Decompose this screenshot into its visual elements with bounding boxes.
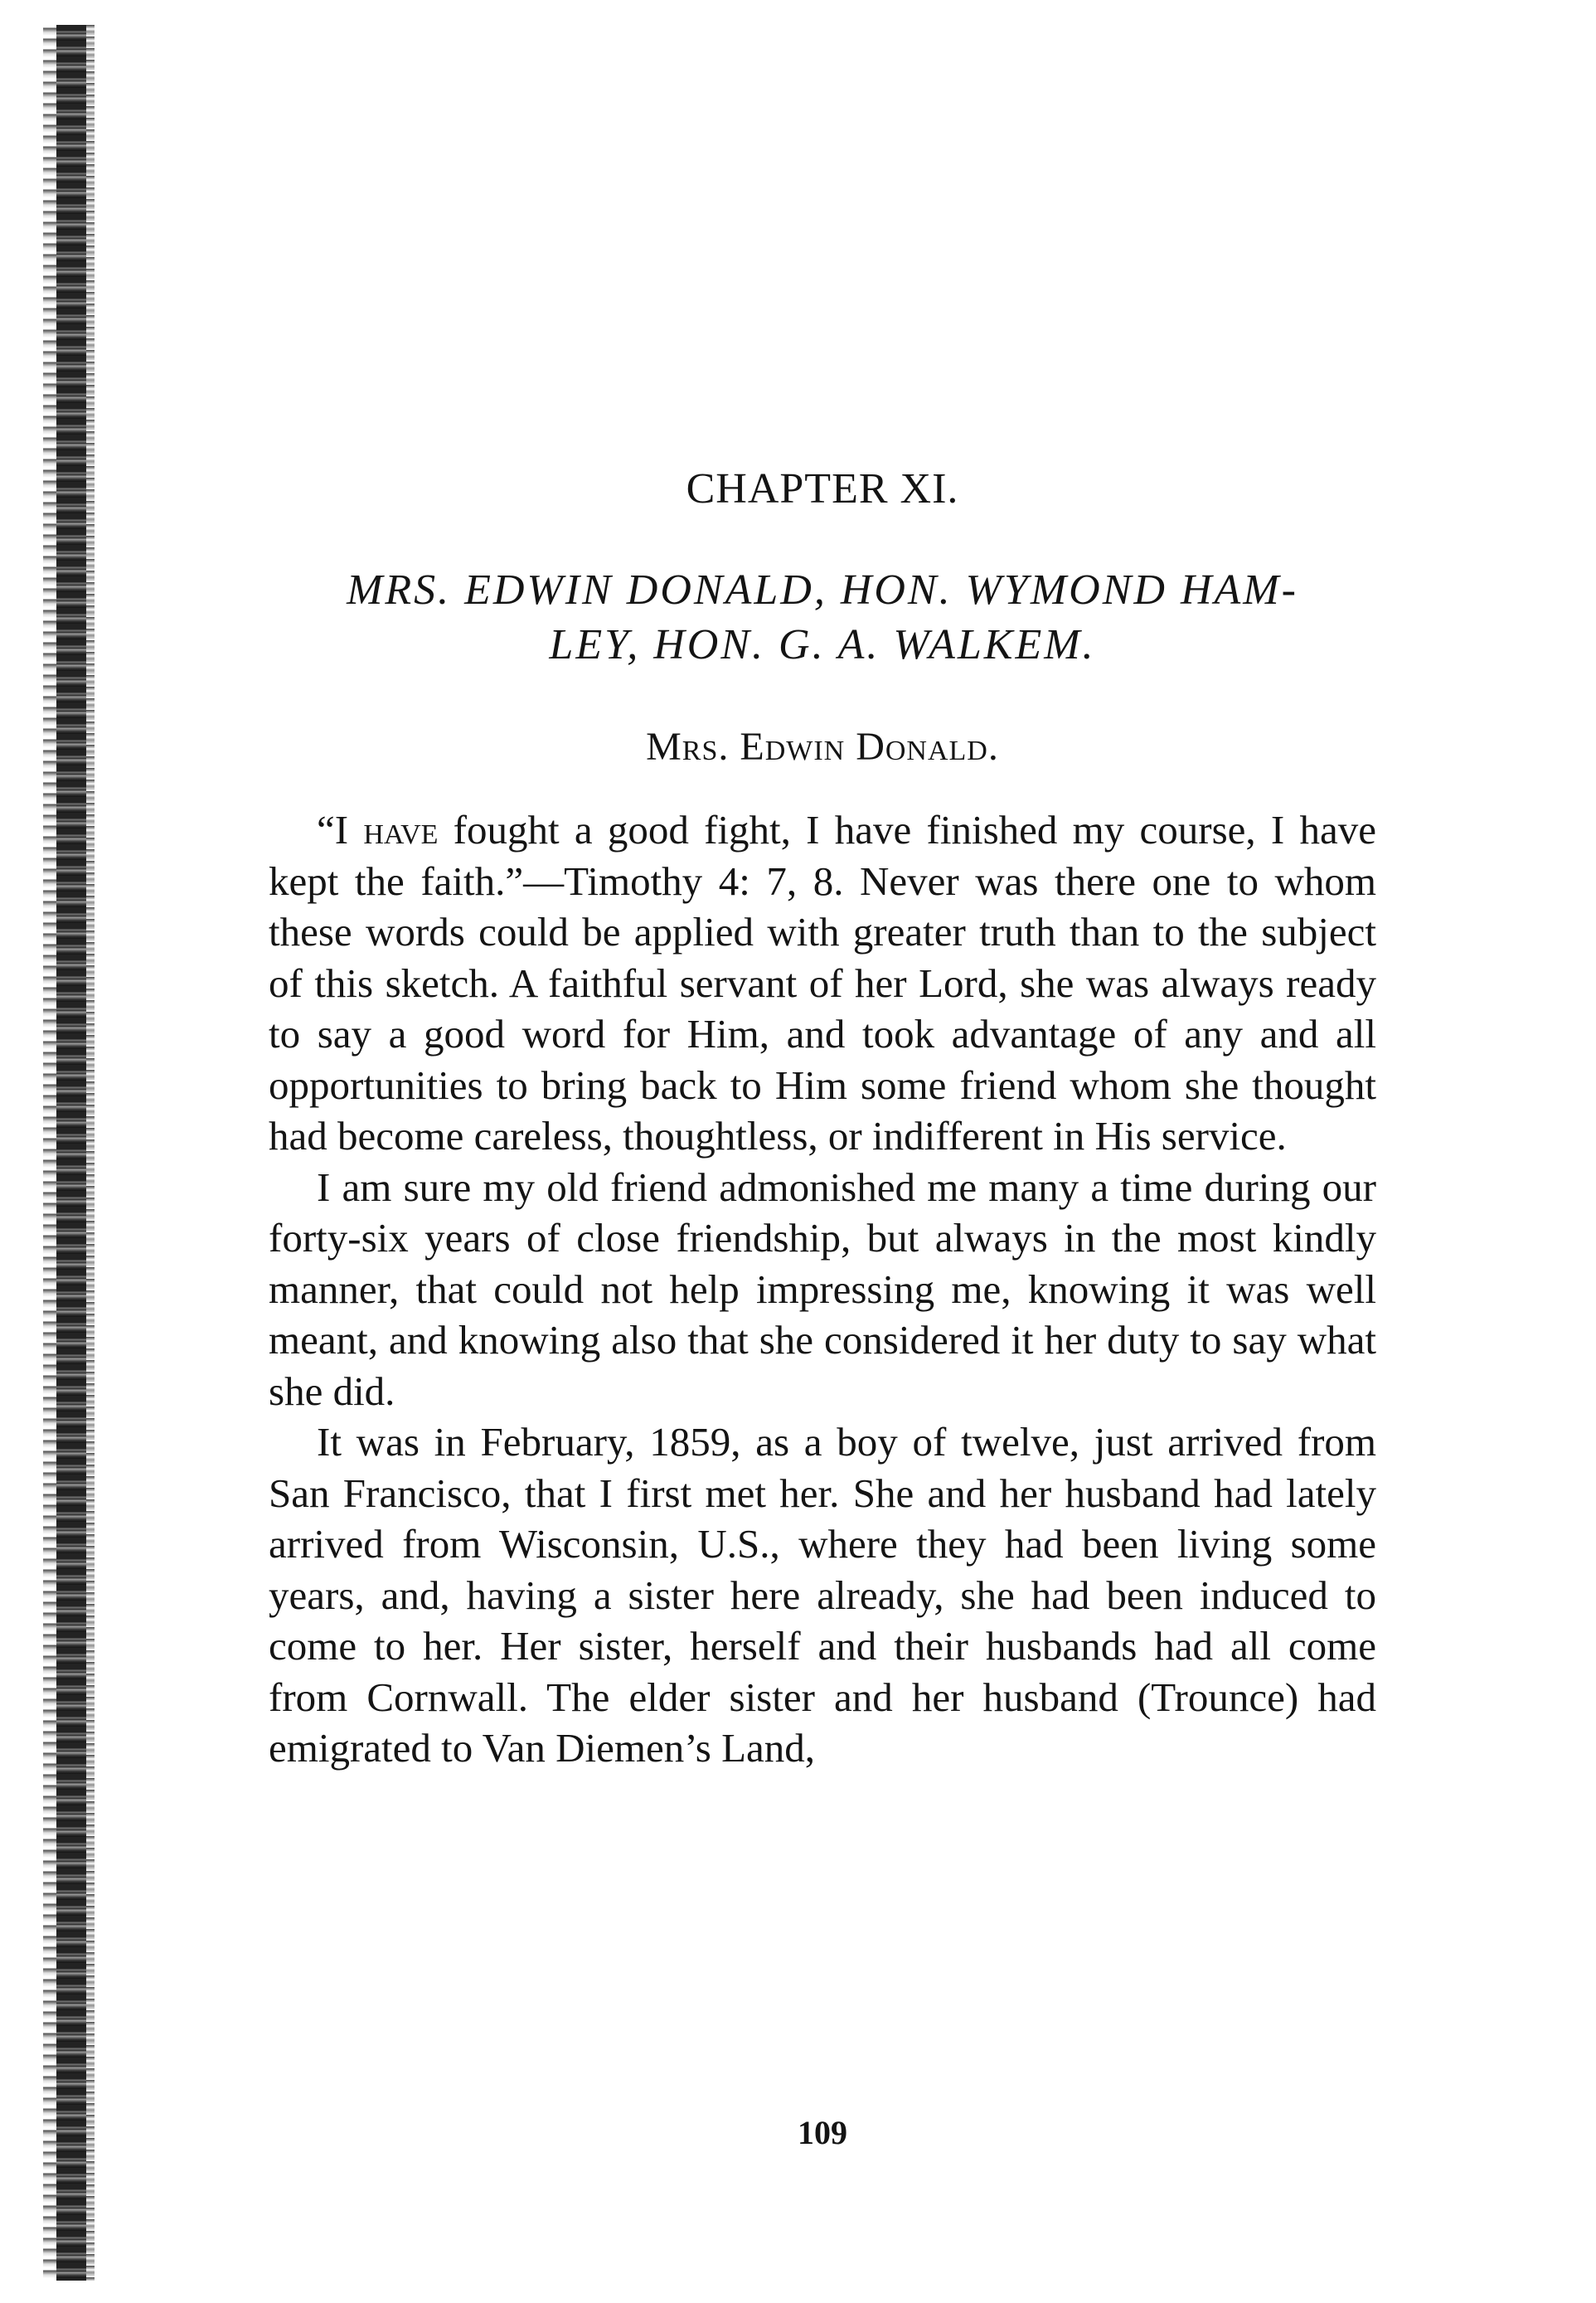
book-page (269, 464, 1376, 2151)
opening-smallcaps-word: have (363, 807, 439, 853)
chapter-title (269, 563, 1376, 673)
chapter-title-line-2: LEY, HON. G. A. WALKEM. (549, 621, 1096, 668)
chapter-number: CHAPTER XI. (686, 465, 959, 513)
section-heading: Mrs. Edwin Donald. (646, 725, 999, 769)
page-number: 109 (798, 2114, 847, 2151)
paragraph-3: It was in February, 1859, as a boy of twelve, just arrived from San Francisco, that I first met her. She and her husband had lately arrived from Wisconsin, U.S., where they had been living some years, and, having a sister here already, she had been induced to come to her. Her sister, herself and their husbands had all come from Cornwall. The elder sister and her husband (Trounce) had emigrated to Van Diemen’s Land, (269, 1419, 1376, 1771)
paragraph-1 (269, 804, 1376, 1162)
chapter-title-line-1: MRS. EDWIN DONALD, HON. WYMOND HAM- (347, 566, 1298, 614)
scanned-binding-edge (43, 25, 95, 2281)
paragraph-2: I am sure my old friend admonished me many a time during our forty-six years of close friendship, but always in the most kindly manner, that could not help impressing me, knowing it was well meant, and knowing also that she considered it her duty to say what she did. (269, 1164, 1376, 1414)
paragraph-1-text: fought a good fight, I have finished my course, I have kept the faith.”—Timothy 4: 7, 8. Never was there one to whom these words could be applied with greater truth than to the subject of this sketch. A faithful servant of her Lord, she was always ready to say a good word for Him, and took advantage of any and all opportunities to bring back to Him some friend whom she thought had become careless, thoughtless, or indifferent in His service. (269, 807, 1376, 1159)
opening-quote: “I (317, 807, 349, 853)
